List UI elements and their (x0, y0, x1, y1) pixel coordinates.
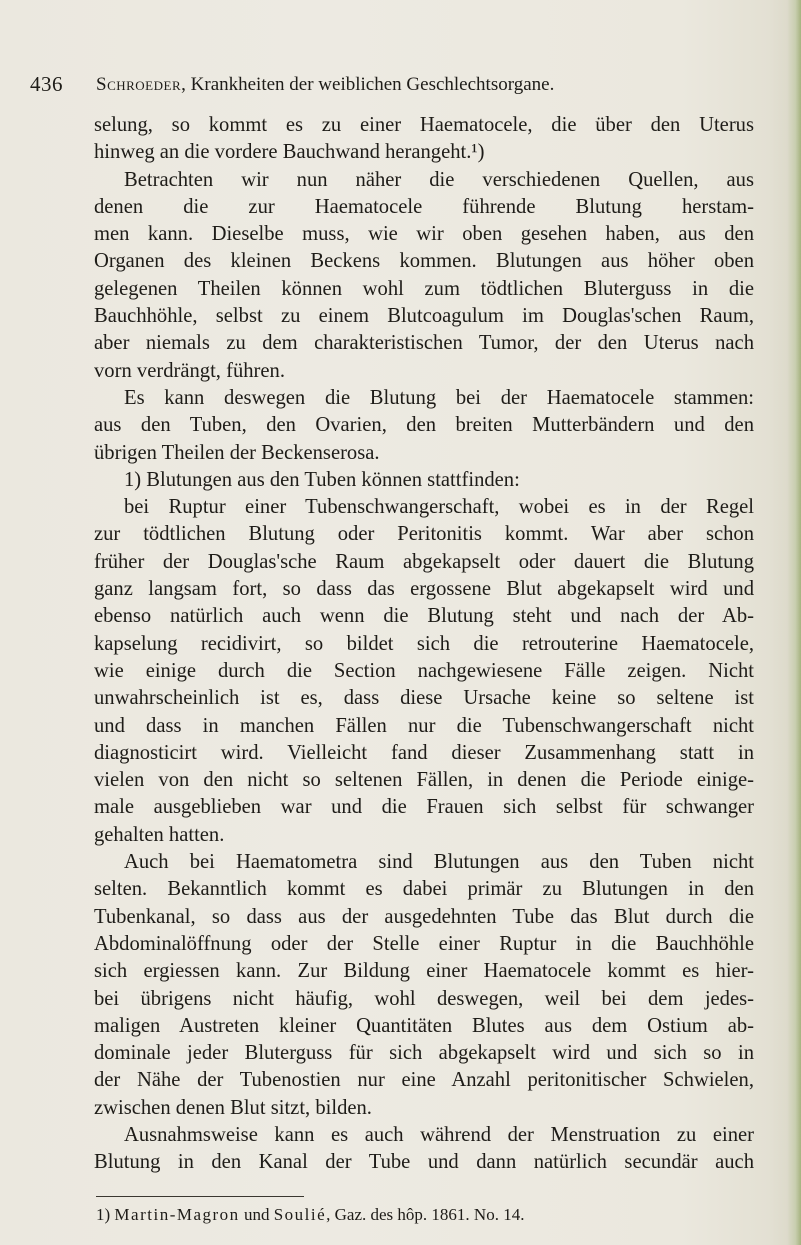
page-number: 436 (30, 72, 63, 96)
text-line: zwischen denen Blut sitzt, bilden. (94, 1096, 372, 1119)
text-line: wie einige durch die Section nachgewiesene Fälle zeigen. Nicht (94, 659, 754, 682)
page-edge-shadow (787, 0, 801, 1245)
running-head-author: Schroeder (96, 74, 182, 95)
text-line: Tubenkanal, so dass aus der ausgedehnten Tube das Blut durch die (94, 905, 754, 928)
body-text (94, 112, 754, 1177)
text-line: Bauchhöhle, selbst zu einem Blutcoagulum im Douglas'schen Raum, (94, 305, 754, 328)
text-line: ganz langsam fort, so dass das ergossene Blut abgekapselt wird und (94, 578, 754, 601)
text-line: aus den Tuben, den Ovarien, den breiten Mutterbändern und den (94, 414, 754, 437)
text-line: zur tödtlichen Blutung oder Peritonitis kommt. War aber schon (94, 523, 754, 546)
text-line: Auch bei Haematometra sind Blutungen aus den Tuben nicht (124, 851, 754, 874)
text-line: men kann. Dieselbe muss, wie wir oben gesehen haben, aus den (94, 223, 754, 246)
text-line: dominale jeder Bluterguss für sich abgekapselt wird und sich so in (94, 1042, 754, 1065)
footnote-divider (96, 1196, 304, 1197)
text-line: unwahrscheinlich ist es, dass diese Ursache keine so seltene ist (94, 687, 754, 710)
text-line: ebenso natürlich auch wenn die Blutung steht und nach der Ab- (94, 605, 754, 628)
text-line: vorn verdrängt, führen. (94, 359, 285, 382)
text-line: der Nähe der Tubenostien nur eine Anzahl peritonitischer Schwielen, (94, 1069, 754, 1092)
text-line: bei Ruptur einer Tubenschwangerschaft, wobei es in der Regel (124, 496, 754, 519)
text-line: aber niemals zu dem charakteristischen Tumor, der den Uterus nach (94, 332, 754, 355)
text-line: gelegenen Theilen können wohl zum tödtlichen Bluterguss in die (94, 277, 754, 300)
text-line: gehalten hatten. (94, 823, 225, 846)
footnote-conjunction: und (243, 1205, 270, 1224)
text-line: male ausgeblieben war und die Frauen sich selbst für schwanger (94, 796, 754, 819)
text-line: denen die zur Haematocele führende Blutung herstam- (94, 195, 754, 218)
text-line: hinweg an die vordere Bauchwand herangeht.¹) (94, 141, 485, 164)
text-line: Abdominalöffnung oder der Stelle einer Ruptur in die Bauchhöhle (94, 932, 754, 955)
text-line: Betrachten wir nun näher die verschiedenen Quellen, aus (124, 168, 754, 191)
footnote-reference: , Gaz. des hôp. 1861. No. 14. (326, 1205, 525, 1224)
running-header (0, 72, 801, 102)
running-head-title (96, 74, 554, 96)
text-line: bei übrigens nicht häufig, wohl deswegen, weil bei dem jedes- (94, 987, 754, 1010)
text-line: Organen des kleinen Beckens kommen. Blutungen aus höher oben (94, 250, 754, 273)
text-line: selten. Bekanntlich kommt es dabei primär zu Blutungen in den (94, 878, 754, 901)
text-line: früher der Douglas'sche Raum abgekapselt oder dauert die Blutung (94, 550, 754, 573)
text-line: Es kann deswegen die Blutung bei der Haematocele stammen: (124, 386, 754, 409)
footnote-author-2: Soulié (273, 1205, 327, 1224)
text-line: übrigen Theilen der Beckenserosa. (94, 441, 380, 464)
text-line: Blutung in den Kanal der Tube und dann natürlich secundär auch (94, 1151, 754, 1174)
text-line: maligen Austreten kleiner Quantitäten Blutes aus dem Ostium ab- (94, 1014, 754, 1037)
footnote (96, 1205, 524, 1225)
text-line: Ausnahmsweise kann es auch während der Menstruation zu einer (124, 1123, 754, 1146)
text-line: diagnosticirt wird. Vielleicht fand dieser Zusammenhang statt in (94, 741, 754, 764)
text-line: und dass in manchen Fällen nur die Tubenschwangerschaft nicht (94, 714, 754, 737)
running-head-subject: , Krankheiten der weiblichen Geschlechtsorgane. (181, 74, 555, 95)
text-line: selung, so kommt es zu einer Haematocele, die über den Uterus (94, 114, 754, 136)
text-line: kapselung recidivirt, so bildet sich die retrouterine Haematocele, (94, 632, 754, 655)
text-line: vielen von den nicht so seltenen Fällen, in denen die Periode einige- (94, 769, 754, 792)
footnote-author: Martin-Magron (114, 1205, 240, 1224)
footnote-marker: 1) (96, 1205, 111, 1224)
text-line: 1) Blutungen aus den Tuben können stattfinden: (124, 468, 520, 491)
text-line: sich ergiessen kann. Zur Bildung einer Haematocele kommt es hier- (94, 960, 754, 983)
